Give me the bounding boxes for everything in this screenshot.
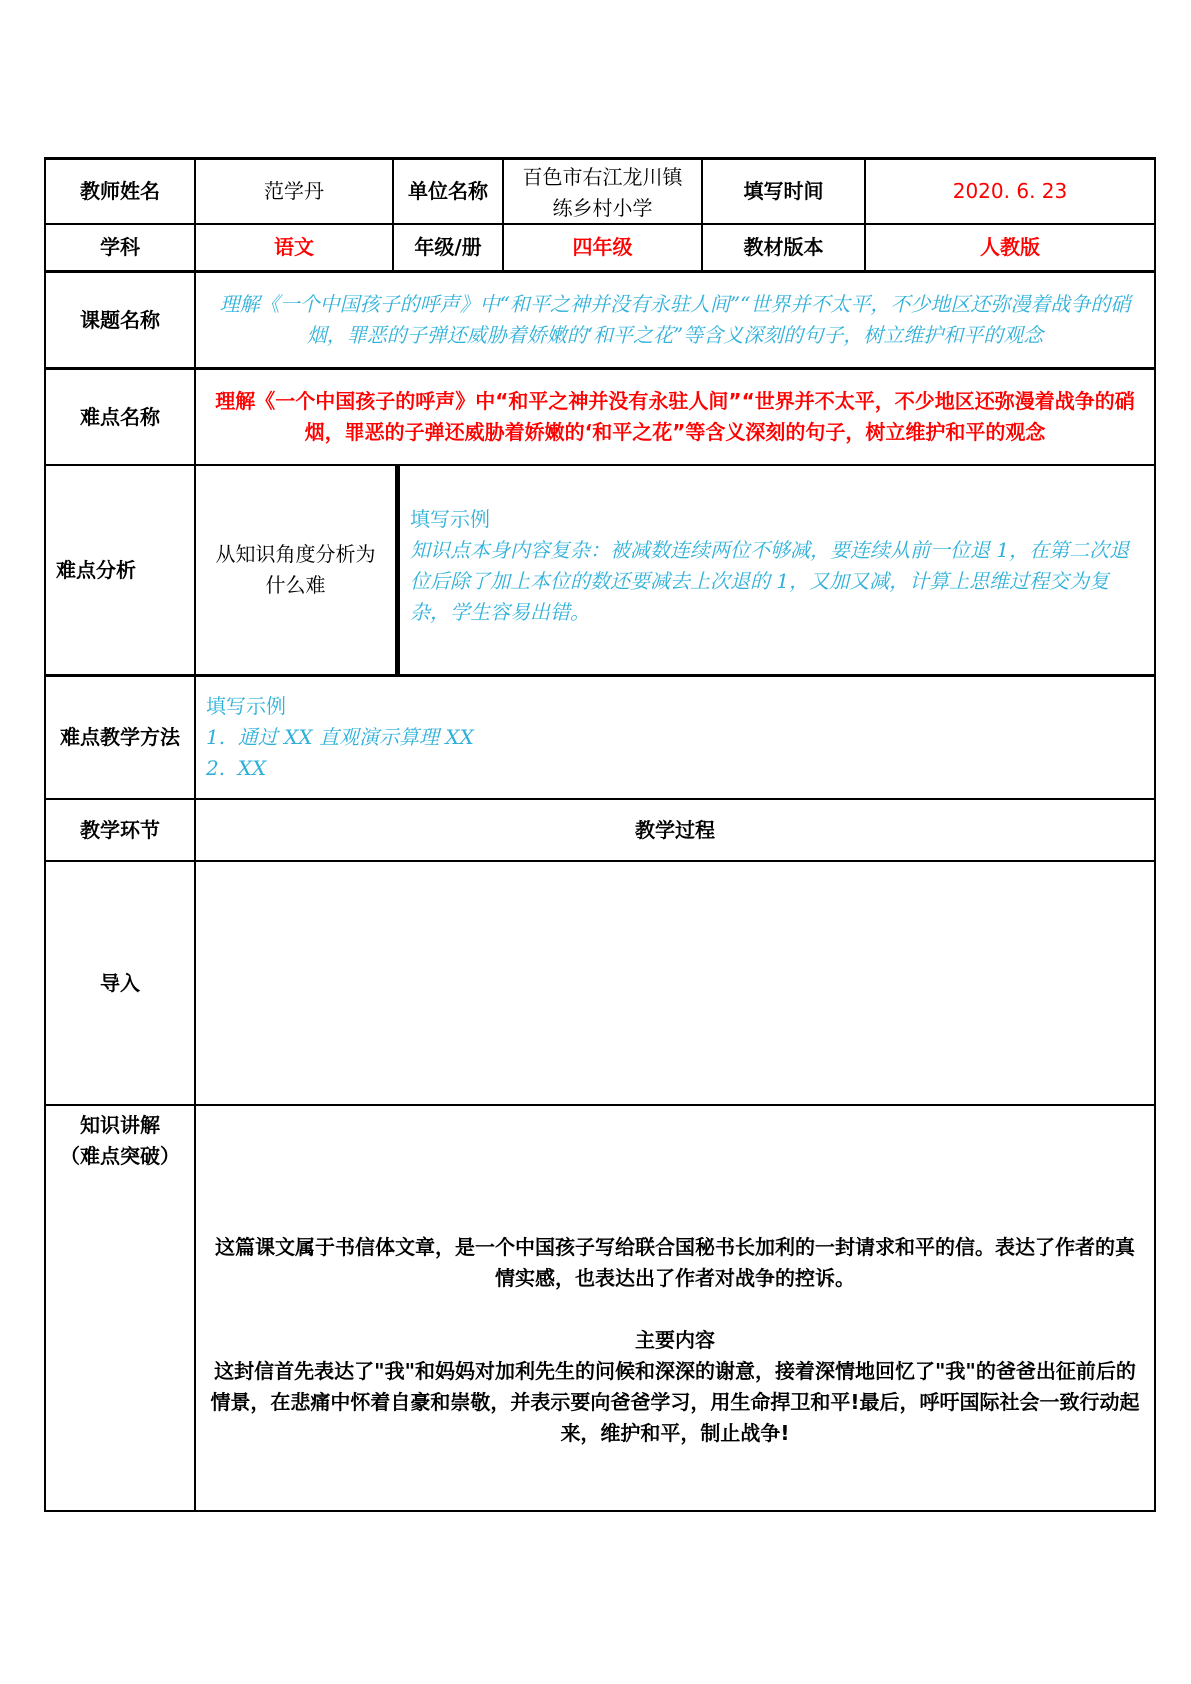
method-row: [44, 674, 1156, 798]
intro-row: [44, 860, 1156, 1104]
difficulty-value: 理解《一个中国孩子的呼声》中“和平之神并没有永驻人间”“世界并不太平，不少地区还弥漫着战争的硝烟，罪恶的子弹还威胁着娇嫩的‘和平之花”等含义深刻的句子，树立维护和平的观念: [194, 367, 1156, 464]
unit-label: 单位名称: [392, 157, 502, 223]
teacher-label: 教师姓名: [44, 157, 194, 223]
table-bottom-border: [44, 1510, 1156, 1512]
difficulty-row: [44, 367, 1156, 464]
analysis-label: 难点分析: [44, 464, 194, 674]
process-header-row: [44, 798, 1156, 860]
topic-value: 理解《一个中国孩子的呼声》中“和平之神并没有永驻人间”“世界并不太平，不少地区还弥漫着战争的硝烟，罪恶的子弹还威胁着娇嫩的‘和平之花”等含义深刻的句子，树立维护和平的观念: [194, 270, 1156, 367]
topic-label: 课题名称: [44, 270, 194, 367]
subject-label: 学科: [44, 223, 194, 270]
knowledge-paragraph-1: 这篇课文属于书信体文章，是一个中国孩子写给联合国秘书长加利的一封请求和平的信。表达了作者的真情实感，也表达出了作者对战争的控诉。: [215, 1235, 1135, 1290]
date-label: 填写时间: [701, 157, 864, 223]
method-example-title: 填写示例: [206, 694, 286, 718]
knowledge-label-line2: （难点突破）: [60, 1144, 180, 1168]
analysis-example-title: 填写示例: [410, 507, 490, 531]
teacher-value: 范学丹: [194, 157, 392, 223]
analysis-sub-label: 从知识角度分析为什么难: [194, 464, 398, 674]
intro-content[interactable]: [194, 860, 1156, 1104]
edition-label: 教材版本: [701, 223, 864, 270]
method-item-1: 1. 通过 XX 直观演示算理 XX: [206, 725, 474, 749]
knowledge-label: [44, 1104, 194, 1510]
difficulty-label: 难点名称: [44, 367, 194, 464]
knowledge-row: [44, 1104, 1156, 1510]
analysis-example-text: 知识点本身内容复杂：被减数连续两位不够减，要连续从前一位退 1，在第二次退位后除了加上本位的数还要减去上次退的 1，又加又减，计算上思维过程交为复杂，学生容易出错。: [410, 538, 1130, 624]
unit-value-line1: 百色市右江龙川镇: [522, 165, 683, 189]
subject-value: 语文: [194, 223, 392, 270]
grade-label: 年级/册: [392, 223, 502, 270]
knowledge-paragraph-2: 这封信首先表达了"我"和妈妈对加利先生的问候和深深的谢意，接着深情地回忆了"我"的爸爸出征前后的情景，在悲痛中怀着自豪和崇敬，并表示要向爸爸学习，用生命捍卫和平!最后，呼吁国际社会一致行动起来，维护和平，制止战争!: [210, 1359, 1140, 1445]
analysis-example: [398, 464, 1156, 674]
intro-label: 导入: [44, 860, 194, 1104]
subject-row: [44, 223, 1156, 270]
unit-value-line2: 练乡村小学: [552, 196, 653, 220]
edition-value: 人教版: [864, 223, 1156, 270]
knowledge-main-title: 主要内容: [635, 1328, 715, 1352]
lesson-plan-table: [44, 157, 1156, 1510]
method-item-2: 2. XX: [206, 756, 267, 780]
process-label: 教学过程: [194, 798, 1156, 860]
unit-value: [502, 157, 701, 223]
knowledge-content: [194, 1104, 1156, 1510]
method-label: 难点教学方法: [44, 674, 194, 798]
date-value: 2020. 6. 23: [864, 157, 1156, 223]
header-row: [44, 157, 1156, 223]
topic-row: [44, 270, 1156, 367]
method-example: [194, 674, 1156, 798]
grade-value: 四年级: [502, 223, 701, 270]
knowledge-label-line1: 知识讲解: [80, 1113, 160, 1137]
analysis-row: [44, 464, 1156, 674]
stage-label: 教学环节: [44, 798, 194, 860]
